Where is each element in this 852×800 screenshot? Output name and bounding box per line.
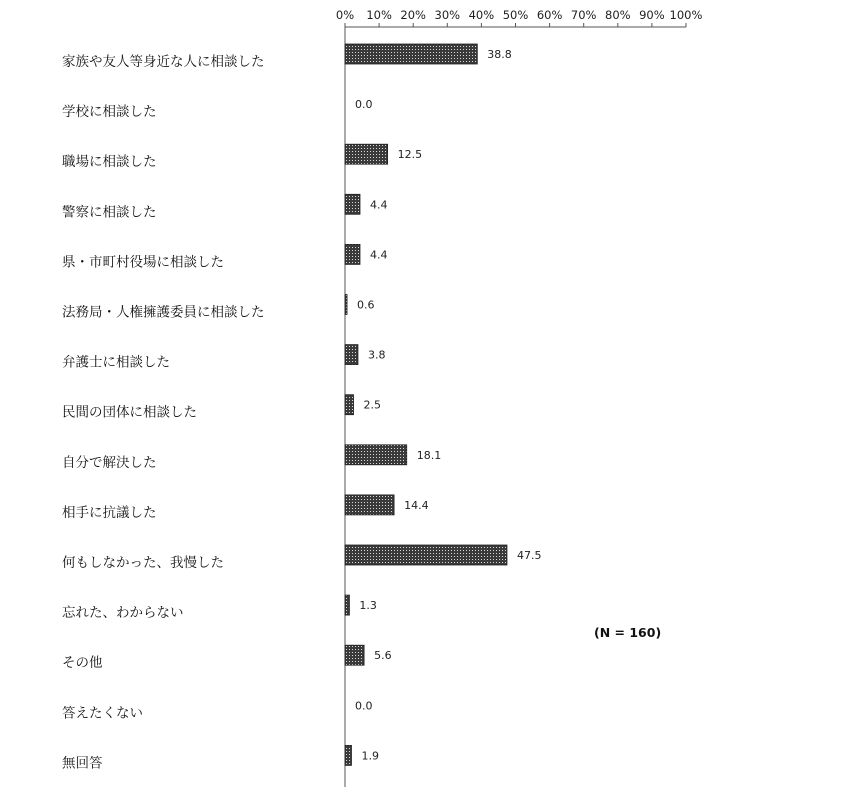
bar: [345, 745, 351, 765]
x-tick-label: 0%: [335, 8, 355, 22]
value-label: 1.3: [359, 599, 377, 613]
x-tick-label: 100%: [669, 8, 703, 22]
x-tick-label: 50%: [502, 8, 529, 22]
category-label: 自分で解決した: [62, 454, 157, 471]
bar: [345, 595, 349, 615]
value-label: 5.6: [374, 649, 392, 663]
category-label: 法務局・人権擁護委員に相談した: [62, 304, 265, 321]
value-label: 47.5: [516, 549, 542, 562]
category-label: その他: [62, 655, 103, 672]
bar: [345, 645, 364, 665]
x-tick-label: 60%: [536, 8, 563, 22]
bar: [345, 345, 358, 365]
category-label: 県・市町村役場に相談した: [62, 254, 224, 271]
value-label: 0.6: [357, 298, 375, 312]
bar: [345, 244, 360, 264]
value-label: 18.1: [416, 448, 442, 462]
value-label: 12.5: [397, 148, 423, 162]
bar: [345, 395, 354, 415]
value-label: 38.8: [487, 48, 512, 61]
value-label: 0.0: [355, 699, 373, 713]
value-label: 3.8: [367, 348, 386, 362]
x-tick-label: 10%: [366, 8, 392, 22]
category-label: 家族や友人等身近な人に相談した: [62, 54, 265, 70]
value-label: 0.0: [355, 98, 373, 112]
category-label: 相手に抗議した: [62, 504, 157, 521]
value-label: 2.5: [363, 398, 382, 412]
category-label: 弁護士に相談した: [62, 354, 170, 371]
value-label: 14.4: [404, 498, 429, 512]
bar: [345, 495, 394, 515]
value-label: 1.9: [361, 749, 379, 763]
category-label: 何もしなかった、我慢した: [62, 555, 224, 571]
category-label: 警察に相談した: [62, 204, 157, 221]
x-tick-label: 30%: [434, 8, 461, 22]
value-label: 4.4: [370, 198, 388, 212]
bar: [345, 44, 477, 64]
category-label: 無回答: [62, 755, 103, 772]
x-tick-label: 80%: [605, 8, 631, 22]
x-tick-label: 40%: [468, 8, 495, 22]
bar: [345, 194, 360, 214]
category-label: 答えたくない: [62, 705, 143, 722]
sample-size-note: (N = 160): [594, 625, 662, 640]
x-tick-label: 70%: [570, 8, 597, 22]
value-label: 4.4: [370, 248, 388, 262]
category-label: 職場に相談した: [62, 154, 157, 171]
category-label: 学校に相談した: [62, 104, 157, 121]
category-label: 忘れた、わからない: [62, 605, 184, 622]
bar: [345, 295, 347, 315]
bar: [345, 144, 388, 164]
x-tick-label: 90%: [639, 8, 665, 22]
x-tick-label: 20%: [400, 8, 426, 22]
category-label: 民間の団体に相談した: [62, 404, 197, 421]
bar: [345, 445, 407, 465]
bar: [345, 545, 507, 565]
